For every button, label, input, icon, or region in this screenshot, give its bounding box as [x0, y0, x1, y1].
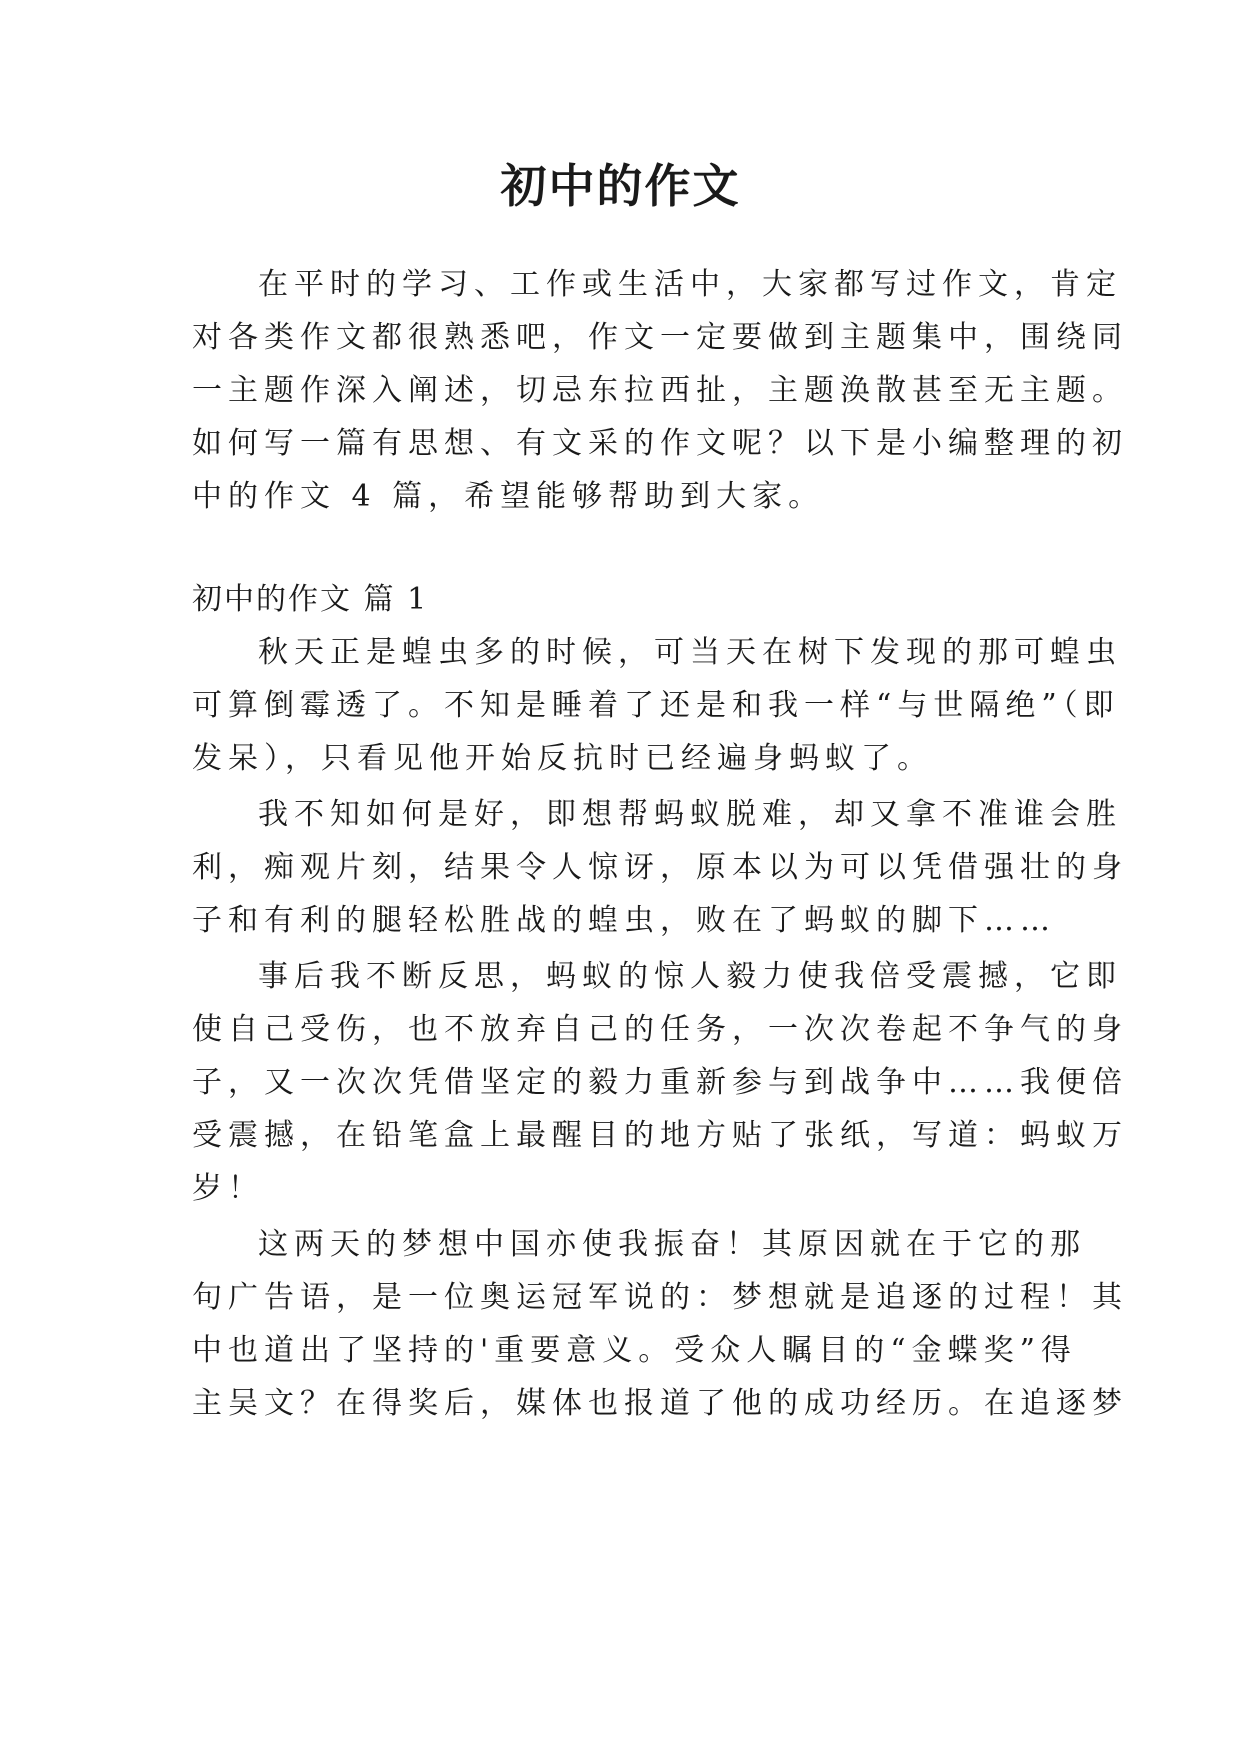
paragraph-line: 利，痴观片刻，结果令人惊讶，原本以为可以凭借强壮的身 [192, 850, 1128, 885]
section-heading: 初中的作文 篇 1 [192, 582, 429, 617]
paragraph-line: 事后我不断反思，蚂蚁的惊人毅力使我倍受震撼，它即 [258, 959, 1122, 994]
intro-line: 一主题作深入阐述，切忌东拉西扯，主题涣散甚至无主题。 [192, 373, 1128, 408]
paragraph-line: 受震撼，在铅笔盒上最醒目的地方贴了张纸，写道：蚂蚁万 [192, 1118, 1128, 1153]
paragraph-line: 中也道出了坚持的'重要意义。受众人瞩目的“金蝶奖”得 [192, 1333, 1077, 1368]
paragraph-line: 可算倒霉透了。不知是睡着了还是和我一样“与世隔绝”（即 [192, 688, 1120, 723]
intro-line: 中的作文 4 篇，希望能够帮助到大家。 [192, 479, 825, 514]
paragraph-line: 子，又一次次凭借坚定的毅力重新参与到战争中……我便倍 [192, 1065, 1128, 1100]
intro-line: 在平时的学习、工作或生活中，大家都写过作文，肯定 [258, 267, 1122, 302]
paragraph-line: 我不知如何是好，即想帮蚂蚁脱难，却又拿不准谁会胜 [258, 797, 1122, 832]
intro-line: 如何写一篇有思想、有文采的作文呢？以下是小编整理的初 [192, 426, 1128, 461]
paragraph-line: 这两天的梦想中国亦使我振奋！其原因就在于它的那 [258, 1227, 1086, 1262]
document-title: 初中的作文 [500, 159, 741, 213]
paragraph-line: 发呆），只看见他开始反抗时已经遍身蚂蚁了。 [192, 741, 933, 776]
paragraph-line: 子和有利的腿轻松胜战的蝗虫，败在了蚂蚁的脚下…… [192, 903, 1056, 938]
intro-line: 对各类作文都很熟悉吧，作文一定要做到主题集中，围绕同 [192, 320, 1128, 355]
paragraph-line: 秋天正是蝗虫多的时候，可当天在树下发现的那可蝗虫 [258, 635, 1122, 670]
paragraph-line: 句广告语，是一位奥运冠军说的：梦想就是追逐的过程！其 [192, 1280, 1128, 1315]
paragraph-line: 使自己受伤，也不放弃自己的任务，一次次卷起不争气的身 [192, 1012, 1128, 1047]
paragraph-line: 主吴文？在得奖后，媒体也报道了他的成功经历。在追逐梦 [192, 1386, 1128, 1421]
paragraph-line: 岁！ [192, 1171, 264, 1206]
